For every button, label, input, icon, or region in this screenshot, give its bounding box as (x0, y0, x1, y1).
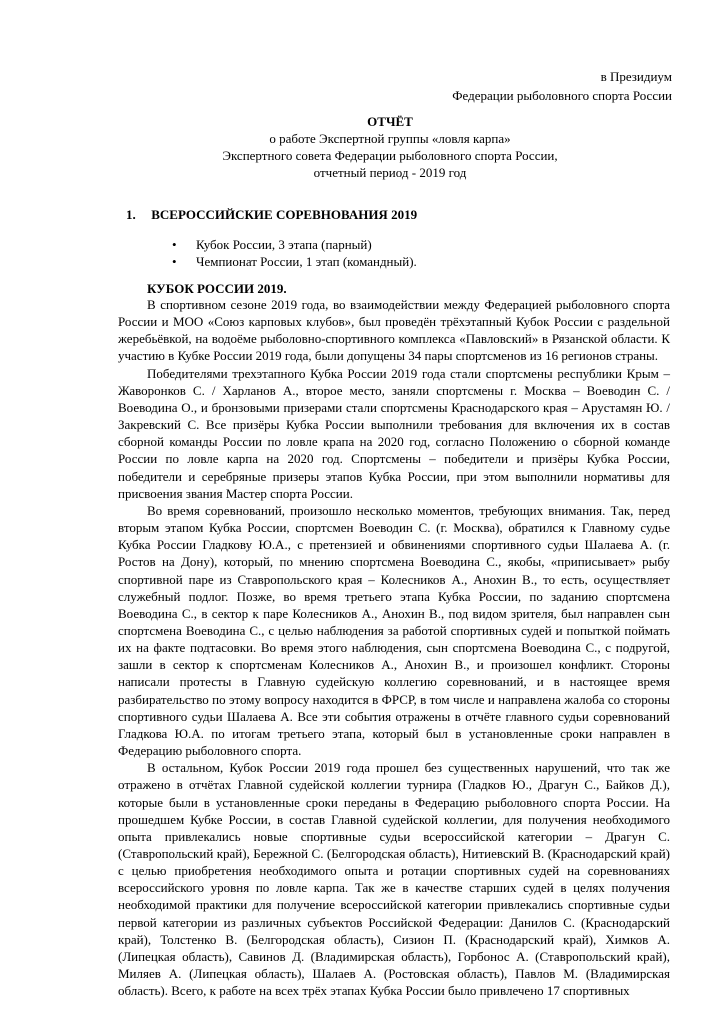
addressee-line-2: Федерации рыболовного спорта России (452, 88, 672, 103)
addressee-block (452, 67, 672, 105)
cup-subheading: КУБОК РОССИИ 2019. (147, 281, 287, 296)
list-item (172, 253, 417, 270)
report-title: ОТЧЁТ (367, 114, 413, 129)
list-item (172, 236, 417, 253)
section-heading (126, 206, 417, 224)
competition-list (172, 236, 417, 270)
bullet-icon: • (172, 237, 177, 252)
section-number: 1. (126, 207, 136, 222)
report-body (118, 296, 670, 999)
list-item-text: Чемпионат России, 1 этап (командный). (196, 254, 417, 269)
section-title: ВСЕРОССИЙСКИЕ СОРЕВНОВАНИЯ 2019 (151, 207, 418, 222)
report-title-block (110, 113, 670, 181)
body-paragraph: В спортивном сезоне 2019 года, во взаимодействии между Федерацией рыболовного спорта России и МОО «Союз карповых клубов», был проведён трёхэтапный Кубок России с раздельной жеребьёвкой, на водоёме рыболовно-спортивного комплекса «Павловский» в Рязанской области. К участию в Кубке России 2019 года, были допущены 34 пары спортсменов из 16 регионов страны. (118, 297, 670, 364)
body-paragraph: Победителями трехэтапного Кубка России 2019 года стали спортсмены республики Крым – Жаворонков С. / Харланов А., второе место, заняли спортсмены г. Москва – Воеводин С. / Воеводина О., и бронзовыми призерами стали спортсмены Краснодарского края – Арустамян Ю. / Закревский С. Все призёры Кубка России выполнили требования для включения их в состав сборной команды России по ловле крапа на 2020 год, согласно Положению о сборной команде России по ловле карпа на 2020 год. Спортсмены – победители и призёры Кубка России, победители и серебряные призеры этапов Кубка России, при этом выполнили нормативы для присвоения звания Мастер спорта России. (118, 365, 670, 501)
bullet-icon: • (172, 254, 177, 269)
report-subtitle-line-2: Экспертного совета Федерации рыболовного спорта России, (222, 148, 558, 163)
body-paragraph: В остальном, Кубок России 2019 года прошел без существенных нарушений, что так же отражено в отчётах Главной судейской коллегии турнира (Гладков Ю., Драгун С., Байков Д.), которые были в установленные сроки переданы в Федерацию рыболовного спорта России. На прошедшем Кубке России, в состав Главной судейской коллегии, для получения необходимого опыта привлекались новые спортивные судьи всероссийской категории – Драгун С. (Ставропольский край), Бережной С. (Белгородская область), Нитиевский В. (Краснодарский край) с целью приобретения необходимого опыта и ротации спортивных судей на соревнованиях всероссийского уровня по ловле карпа. Так же в качестве старших судей в целях получения необходимой практики для получение всероссийской категории привлекались спортивные судьи первой категории из различных субъектов Российской Федерации: Данилов С. (Краснодарский край), Толстенко В. (Белгородская область), Сизион П. (Краснодарский край), Химков А. (Липецкая область), Савинов Д. (Владимирская область), Горбонос А. (Ставропольский край), Миляев А. (Липецкая область), Шалаев А. (Ростовская область), Павлов М. (Владимирская область). Всего, к работе на всех трёх этапах Кубка России было привлечено 17 спортивных (118, 760, 670, 999)
body-paragraph: Во время соревнований, произошло несколько моментов, требующих внимания. Так, перед вторым этапом Кубка России, спортсмен Воеводин С. (г. Москва), обратился к Главному судье Кубка России Гладкову Ю.А., с претензией и обвинениями спортивного судьи Шалаева А. (г. Ростов на Дону), который, по мнению спортсмена Воеводина С., якобы, «приписывает» рыбу спортивной паре из Ставропольского края – Колесников А., Анохин В., то есть, осуществляет служебный подлог. Позже, во время третьего этапа Кубка России, по заданию спортсмена Воеводина С., в сектор к паре Колесников А., Анохин В., под видом зрителя, был направлен сын спортсмена Воеводина С., с целью наблюдения за работой спортивных судей и попыткой поймать их на факте подтасовки. Во время этого наблюдения, сын спортсмена Воеводина С., с подругой, зашли в сектор к спортсменам Колесников А., Анохин В., и произошел конфликт. Стороны написали протесты в Главную судейскую коллегию соревнований, и в настоящее время разбирательство по этому вопросу находится в ФРСР, в том числе и направлена жалоба со стороны спортивного судьи Шалаева А. Все эти события отражены в отчёте главного судьи соревнований Гладкова Ю.А. по итогам третьего этапа, который был в установленные сроки направлен в Федерацию рыболовного спорта. (118, 502, 670, 759)
report-period: отчетный период - 2019 год (313, 165, 467, 180)
report-subtitle-line-1: о работе Экспертной группы «ловля карпа» (269, 131, 511, 146)
list-item-text: Кубок России, 3 этапа (парный) (196, 237, 372, 252)
addressee-line-1: в Президиум (600, 69, 672, 84)
